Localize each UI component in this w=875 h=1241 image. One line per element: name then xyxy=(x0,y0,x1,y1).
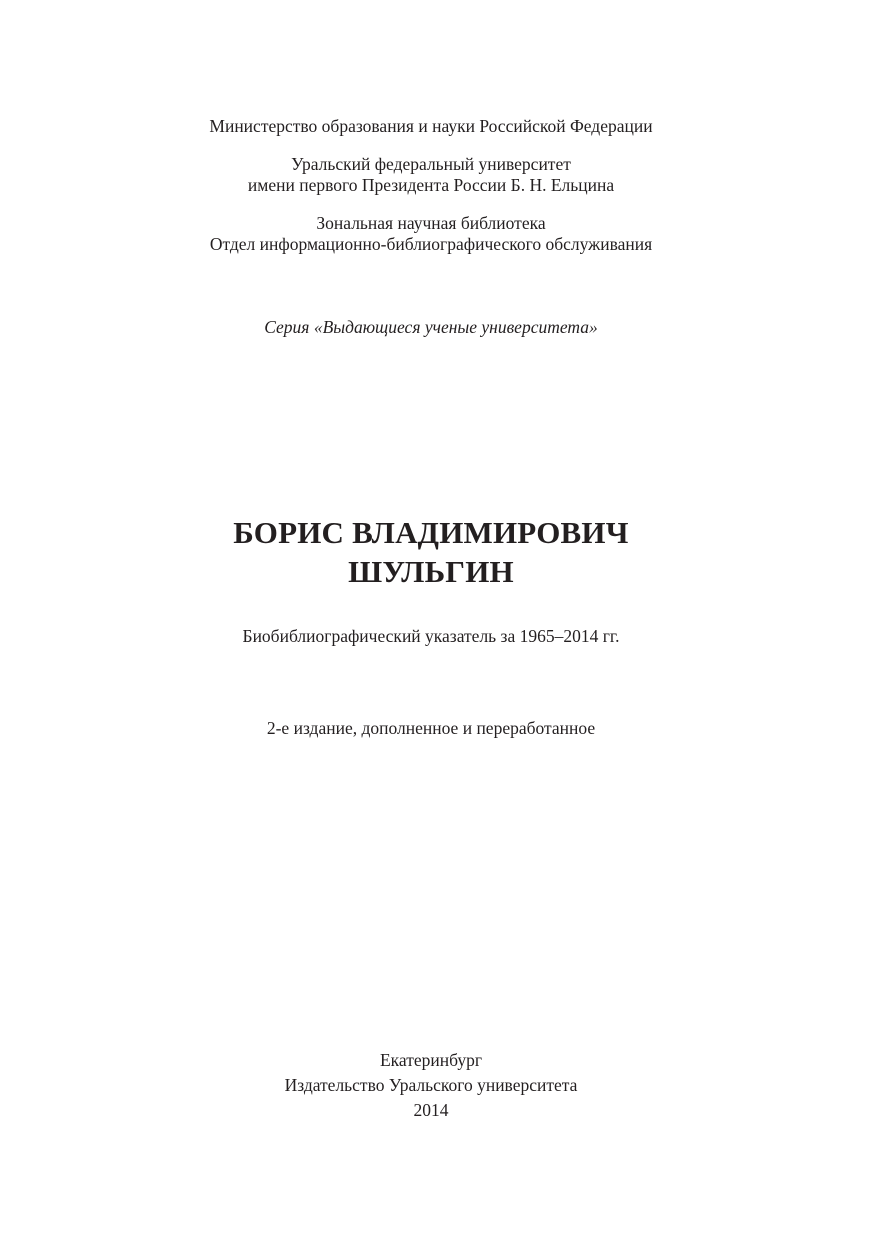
series-title: Серия «Выдающиеся ученые университета» xyxy=(264,317,598,337)
university-line-2: имени первого Президента России Б. Н. Ельцина xyxy=(247,175,615,195)
main-title-line-2: ШУЛЬГИН xyxy=(348,554,514,589)
main-title-line-1: БОРИС ВЛАДИМИРОВИЧ xyxy=(233,515,629,550)
university-line-1: Уральский федеральный университет xyxy=(291,154,571,174)
imprint-year: 2014 xyxy=(413,1100,449,1120)
imprint-city: Екатеринбург xyxy=(379,1050,483,1070)
ministry-line: Министерство образования и науки Российской Федерации xyxy=(209,116,653,136)
subtitle: Биобиблиографический указатель за 1965–2014 гг. xyxy=(242,626,620,646)
library-line-1: Зональная научная библиотека xyxy=(316,213,546,233)
imprint-publisher: Издательство Уральского университета xyxy=(284,1075,578,1095)
edition-note: 2-е издание, дополненное и переработанное xyxy=(266,718,596,738)
department-line: Отдел информационно-библиографического обслуживания xyxy=(209,234,653,254)
